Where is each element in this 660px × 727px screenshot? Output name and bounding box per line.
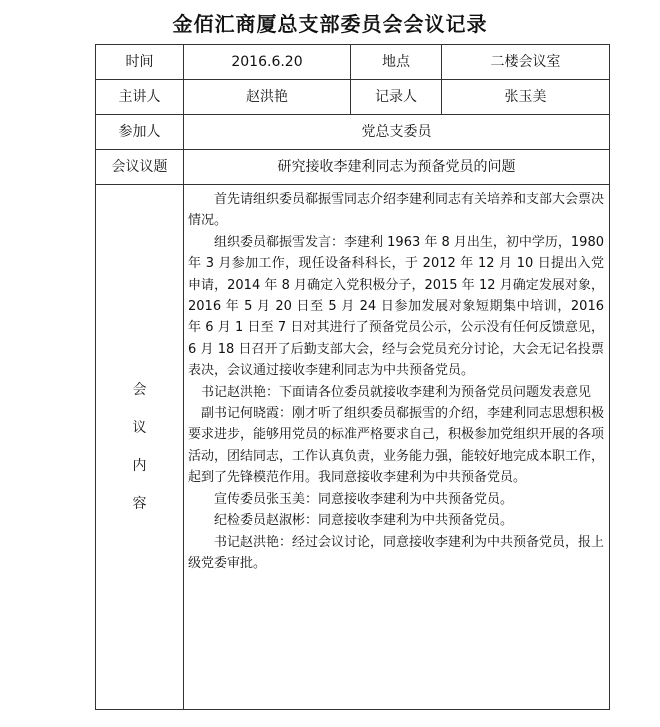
- row-topic: [96, 150, 610, 185]
- topic-label: 会议议题: [96, 150, 184, 185]
- content-body: [184, 185, 610, 710]
- content-label: [96, 185, 184, 710]
- content-paragraph: 纪检委员赵淑彬：同意接收李建利为中共预备党员。: [214, 513, 514, 529]
- recorder-value: 张玉美: [442, 80, 610, 115]
- attendees-label: 参加人: [96, 115, 184, 150]
- place-value: 二楼会议室: [442, 45, 610, 80]
- content-label-char: 容: [132, 496, 147, 512]
- time-value: 2016.6.20: [184, 45, 351, 80]
- meeting-record-table: [95, 44, 610, 710]
- content-paragraph: 宣传委员张玉美：同意接收李建利为中共预备党员。: [214, 491, 514, 507]
- recorder-label: 记录人: [351, 80, 442, 115]
- row-time-place: [96, 45, 610, 80]
- content-label-char: 会: [132, 382, 147, 398]
- content-paragraph: 副书记何晓霞：刚才听了组织委员郗振雪的介绍，李建利同志思想积极要求进步，能够用党员的标准严格要求自己，积极参加党组织开展的各项活动，团结同志，工作认真负责，业务能力强，能较好地完成本职工作，起到了先锋模范作用。我同意接收李建利为中共预备党员。: [188, 406, 605, 486]
- content-label-char: 议: [132, 420, 147, 436]
- speaker-label: 主讲人: [96, 80, 184, 115]
- place-label: 地点: [351, 45, 442, 80]
- row-attendees: [96, 115, 610, 150]
- document-title: 金佰汇商厦总支部委员会会议记录: [172, 12, 488, 36]
- speaker-value: 赵洪艳: [184, 80, 351, 115]
- content-paragraph: 首先请组织委员郗振雪同志介绍李建利同志有关培养和支部大会票决情况。: [188, 192, 605, 229]
- content-label-char: 内: [132, 458, 147, 474]
- attendees-value: 党总支委员: [184, 115, 610, 150]
- topic-value: 研究接收李建利同志为预备党员的问题: [184, 150, 610, 185]
- content-paragraph: 书记赵洪艳：下面请各位委员就接收李建利为预备党员问题发表意见: [201, 384, 592, 400]
- row-speaker-recorder: [96, 80, 610, 115]
- content-paragraph: 书记赵洪艳：经过会议讨论，同意接收李建利为中共预备党员，报上级党委审批。: [188, 534, 605, 571]
- time-label: 时间: [96, 45, 184, 80]
- content-paragraph: 组织委员郗振雪发言：李建利 1963 年 8 月出生，初中学历，1980 年 3 月参加工作，现任设备科科长，于 2012 年 12 月 10 日提出入党申请，2014 年 8 月确定入党积极分子，2015 年 12 月确定发展对象，2016 年 5 月 20 日至 5 月 24 日参加发展对象短期集中培训，2016 年 6 月 1 日至 7 日对其进行了预备党员公示，公示没有任何反馈意见，6 月 18 日召开了后勤支部大会，经与会党员充分讨论，大会无记名投票表决，会议通过接收李建利同志为中共预备党员。: [188, 234, 604, 379]
- row-content: [96, 185, 610, 710]
